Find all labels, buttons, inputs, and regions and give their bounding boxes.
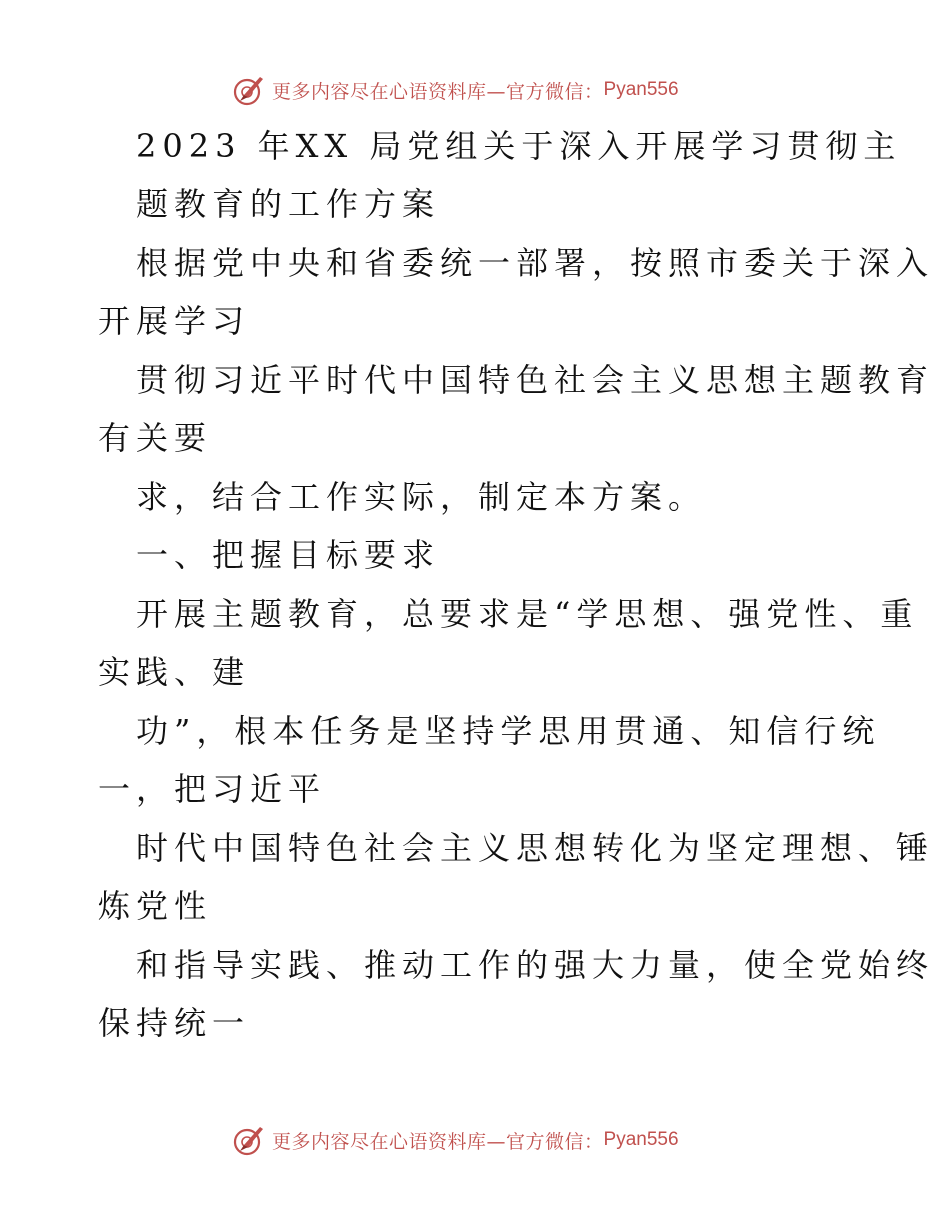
body-line: 和指导实践、推动工作的强大力量，使全党始终 <box>136 946 935 984</box>
body-line: 时代中国特色社会主义思想转化为坚定理想、锤 <box>136 829 935 867</box>
body-line: 有关要 <box>98 419 213 457</box>
watermark-wechat-id: Pyan556 <box>603 79 679 100</box>
body-line: 实践、建 <box>98 653 251 691</box>
quill-pen-logo-icon <box>232 73 266 107</box>
quill-pen-logo-icon <box>232 1123 266 1157</box>
section-heading: 一、把握目标要求 <box>136 536 441 574</box>
document-title-line-2: 题教育的工作方案 <box>136 185 441 223</box>
body-line: 保持统一 <box>98 1004 251 1042</box>
body-line: 开展学习 <box>98 302 251 340</box>
body-line: 炼党性 <box>98 887 213 925</box>
body-line: 根据党中央和省委统一部署，按照市委关于深入 <box>136 244 935 282</box>
header-watermark <box>232 72 679 108</box>
body-line: 功”，根本任务是坚持学思用贯通、知信行统 <box>136 712 881 750</box>
watermark-text: 更多内容尽在心语资料库—官方微信： <box>272 1130 604 1153</box>
watermark-wechat-id: Pyan556 <box>603 1129 679 1150</box>
body-line: 一，把习近平 <box>98 770 327 808</box>
footer-watermark <box>232 1122 679 1158</box>
body-line: 贯彻习近平时代中国特色社会主义思想主题教育 <box>136 361 935 399</box>
body-line: 开展主题教育，总要求是“学思想、强党性、重 <box>136 595 919 633</box>
document-title-line-1: 2023 年XX 局党组关于深入开展学习贯彻主 <box>136 127 902 165</box>
body-line: 求，结合工作实际，制定本方案。 <box>136 478 707 516</box>
watermark-text: 更多内容尽在心语资料库—官方微信： <box>272 80 604 103</box>
